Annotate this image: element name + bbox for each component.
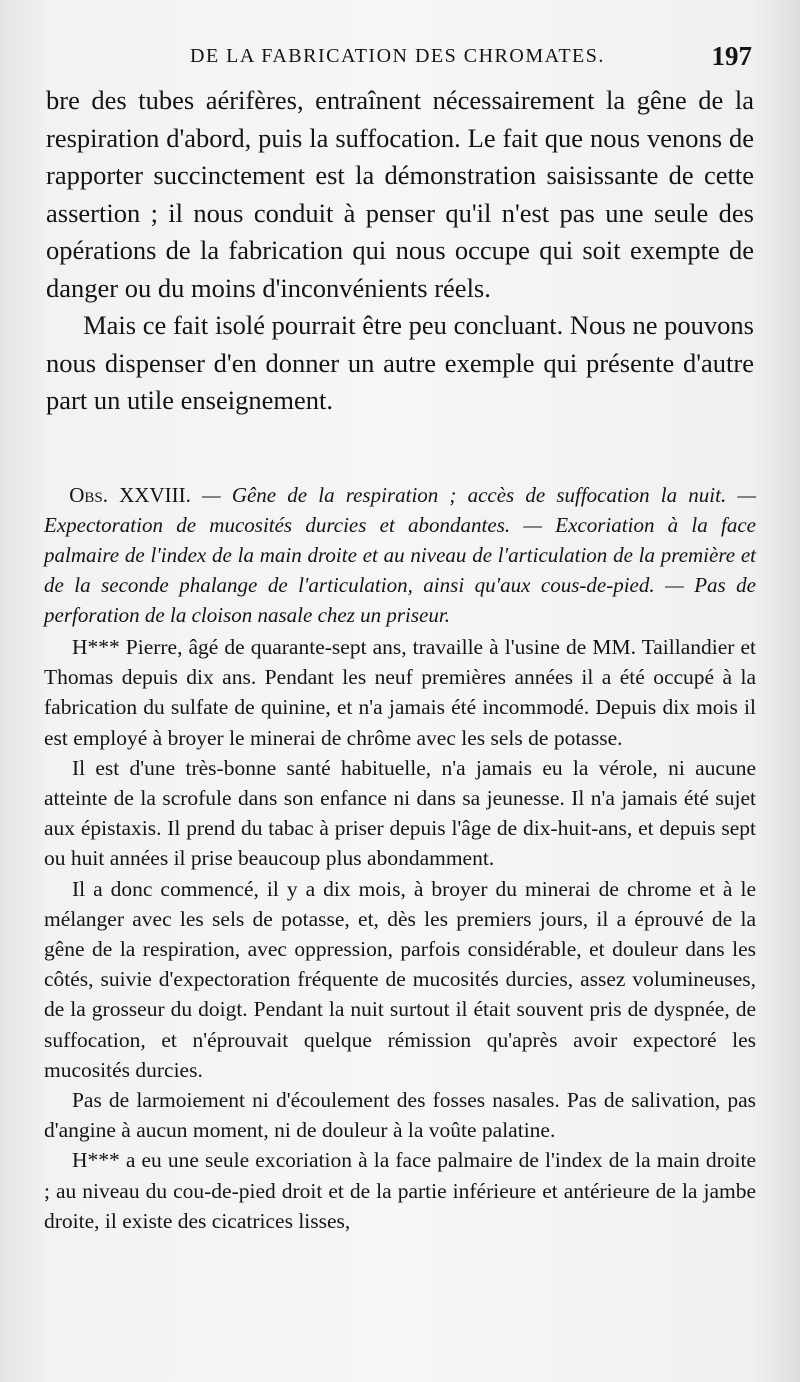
running-head [40, 38, 760, 74]
running-title: DE LA FABRICATION DES CHROMATES. [190, 45, 605, 67]
case-paragraph: Il a donc commencé, il y a dix mois, à broyer du minerai de chrome et à le mélanger avec les sels de potasse, et, dès les premiers jours, il a éprouvé de la gêne de la respiration, avec oppression, parfois considérable, et douleur dans les côtés, suivie d'expectoration fréquente de mucosités durcies, assez volumineuses, de la grosseur du doigt. Pendant la nuit surtout il était souvent pris de dyspnée, de suffocation, et n'éprouvait quelque rémission qu'après avoir expectoré les mucosités durcies. [44, 876, 756, 1082]
observation-title: — Gêne de la respiration ; accès de suffocation la nuit. — Expectoration de mucosités durcies et abondantes. — Excoriation à la face palmaire de l'index de la main droite et au niveau de l'articulation de la première et de la seconde phalange de l'articulation, ainsi qu'aux cous-de-pied. — Pas de perforation de la cloison nasale chez un priseur. [44, 483, 757, 627]
observation-section [44, 480, 756, 1236]
case-paragraph: Pas de larmoiement ni d'écoulement des fosses nasales. Pas de salivation, pas d'angine à aucun moment, ni de douleur à la voûte palatine. [44, 1088, 756, 1143]
page-number: 197 [711, 41, 752, 71]
observation-number: Obs. XXVIII. [69, 483, 191, 507]
case-paragraph: H*** a eu une seule excoriation à la face palmaire de l'index de la main droite ; au niveau du cou-de-pied droit et de la partie inférieure et antérieure de la jambe droite, il existe des cicatrices lisses, [44, 1148, 756, 1233]
paragraph: Mais ce fait isolé pourrait être peu concluant. Nous ne pouvons nous dispenser d'en donner un autre exemple qui présente d'autre part un utile enseignement. [46, 310, 754, 415]
main-text [46, 82, 754, 420]
case-paragraph: H*** Pierre, âgé de quarante-sept ans, travaille à l'usine de MM. Taillandier et Thomas depuis dix ans. Pendant les neuf premières années il a été occupé à la fabrication du sulfate de quinine, et n'a jamais été incommodé. Depuis dix mois il est employé à broyer le minerai de chrôme avec les sels de potasse. [44, 635, 756, 750]
observation-heading [44, 480, 756, 630]
case-paragraph: Il est d'une très-bonne santé habituelle, n'a jamais eu la vérole, ni aucune atteinte de la scrofule dans son enfance ni dans sa jeunesse. Il n'a jamais été sujet aux épistaxis. Il prend du tabac à priser depuis l'âge de dix-huit-ans, et depuis sept ou huit années il prise beaucoup plus abondamment. [44, 755, 756, 871]
observation-text [44, 632, 756, 1236]
paragraph-continuation: bre des tubes aérifères, entraînent nécessairement la gêne de la respiration d'abord, puis la suffocation. Le fait que nous venons de rapporter succinctement est la démonstration saisissante de cette assertion ; il nous conduit à penser qu'il n'est pas une seule des opérations de la fabrication qui nous occupe qui soit exempte de danger ou du moins d'inconvénients réels. [46, 85, 754, 303]
